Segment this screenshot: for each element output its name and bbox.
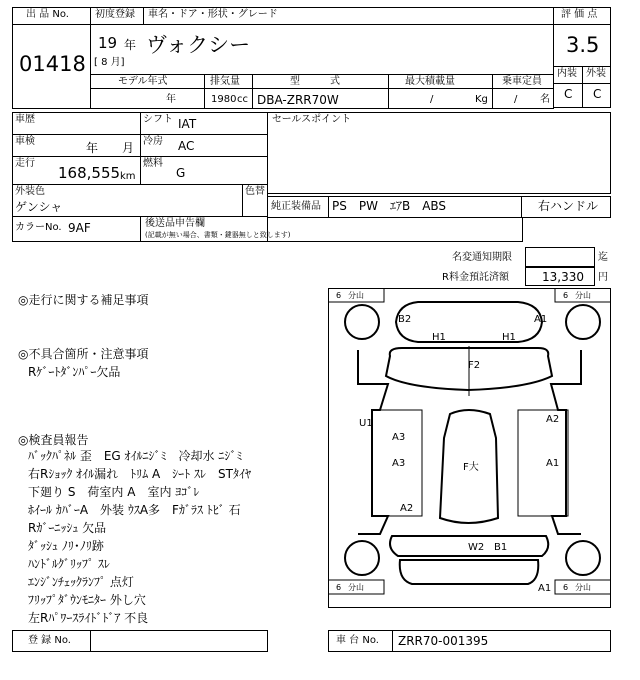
left-side-outline	[358, 350, 388, 534]
mark-b1: B1	[494, 542, 508, 553]
capacity-label: 乗車定員	[502, 76, 542, 87]
mark-u1: U1	[359, 418, 373, 429]
color-value: ゲンシャ	[15, 200, 63, 214]
sales-point-label: セールスポイント	[272, 114, 352, 125]
score-value: 3.5	[566, 33, 600, 57]
recycle-amount: 13,330	[542, 270, 584, 284]
model-label: 型 式	[290, 76, 340, 87]
tire-tl-unit: 分山	[348, 291, 364, 300]
inspector-line: ﾊﾝﾄﾞﾙｸﾞﾘｯﾌﾟ ｽﾚ	[28, 557, 110, 571]
wheel-rear-left	[345, 541, 379, 575]
interior-grade: C	[564, 87, 573, 101]
lot-number: 01418	[19, 52, 86, 76]
color-no-label: カラーNo.	[15, 222, 62, 233]
mark-a3-upper: A3	[392, 432, 406, 443]
tire-bl: 6	[336, 583, 342, 592]
car-name: ヴォクシー	[146, 33, 251, 57]
chassis-label: 車 台 No.	[336, 635, 379, 646]
exterior-label: 外装	[586, 68, 606, 79]
aftermarket-note: (記載が無い場合、書類・鍵器無しと致します)	[145, 231, 291, 239]
title-change-label: 名変通知期限	[452, 252, 512, 263]
tire-tl: 6	[336, 291, 342, 300]
tire-bl-unit: 分山	[348, 583, 364, 592]
title-change-field	[525, 247, 595, 267]
first-reg-year: 19	[98, 34, 118, 52]
wheel-front-right	[566, 305, 600, 339]
first-reg-label: 初度登録	[95, 9, 135, 20]
tire-br: 6	[563, 583, 569, 592]
recycle-label: R料金預託済額	[442, 272, 509, 283]
inspection-label: 車検	[15, 136, 35, 147]
equipment-label: 純正装備品	[271, 201, 321, 212]
displacement: 1980	[211, 94, 237, 105]
inspector-line: 下廻り S 荷室内 A 室内 ﾖｺﾞﾚ	[28, 485, 200, 499]
first-reg-month: [ 8 月]	[94, 57, 125, 68]
title-change-unit: 迄	[598, 252, 608, 263]
front-bumper-outline	[396, 302, 542, 342]
equipment-value: PS PW ｴｱB ABS	[332, 199, 447, 213]
inspector-line: Rｶﾞｰﾆｯｼｭ 欠品	[28, 521, 107, 535]
fuel-label: 燃料	[143, 158, 163, 169]
aftermarket-label: 後送品申告欄	[145, 218, 205, 229]
mark-a3-lower: A3	[392, 458, 406, 469]
inspection-year-unit: 年	[86, 141, 99, 155]
lot-number-label: 出 品 No.	[26, 9, 69, 20]
score-label: 評 価 点	[561, 9, 598, 20]
fuel-value: G	[176, 166, 186, 180]
interior-label: 内装	[557, 68, 577, 79]
defect-line: Rｹﾞｰﾄﾀﾞﾝﾊﾟｰ欠品	[28, 365, 121, 379]
car-diagram	[328, 288, 611, 608]
mileage-unit: km	[120, 171, 136, 182]
handle-side: 右ハンドル	[538, 199, 599, 213]
right-side-outline	[551, 350, 581, 534]
mark-b2: B2	[398, 314, 412, 325]
recycle-unit: 円	[598, 272, 608, 283]
rear-gate-outline	[400, 560, 539, 584]
max-load-unit: Kg	[475, 94, 488, 105]
mark-a1-bottom: A1	[538, 583, 552, 594]
color-label: 外装色	[15, 186, 45, 197]
max-load-separator: /	[430, 94, 434, 105]
inspector-line: ﾊﾞｯｸﾊﾟﾈﾙ 歪 EG ｵｲﾙﾆｼﾞﾐ 冷却水 ﾆｼﾞﾐ	[28, 449, 243, 463]
tire-br-unit: 分山	[575, 583, 591, 592]
inspector-line: ｴﾝｼﾞﾝﾁｪｯｸﾗﾝﾌﾟ 点灯	[28, 575, 134, 589]
mileage-label: 走行	[15, 158, 35, 169]
wheel-rear-right	[566, 541, 600, 575]
displacement-label: 排気量	[210, 76, 240, 87]
chassis-number: ZRR70-001395	[398, 634, 489, 648]
shift-value: IAT	[178, 117, 197, 131]
shift-label: シフト	[143, 114, 173, 125]
defects-title: ◎不具合箇所・注意事項	[18, 347, 149, 361]
tire-tr: 6	[563, 291, 569, 300]
ac-value: AC	[178, 139, 195, 153]
model-code: DBA-ZRR70W	[257, 93, 339, 107]
repaint-label: 色替	[245, 186, 265, 197]
mark-a1-right: A1	[546, 458, 560, 469]
mark-f-large: F大	[463, 462, 479, 473]
model-year-label: モデル年式	[118, 76, 168, 87]
inspector-line: ﾎｲｰﾙ ｶﾊﾞｰA 外装 ｳｽA多 Fｶﾞﾗｽ ﾄﾋﾞ 石	[28, 503, 241, 517]
inspector-line: 右Rｼｮｯｸ ｵｲﾙ漏れ ﾄﾘﾑ A ｼｰﾄ ｽﾚ STﾀｲﾔ	[28, 467, 251, 481]
mark-a2-left: A2	[400, 503, 414, 514]
color-no: 9AF	[68, 221, 91, 235]
tire-tr-unit: 分山	[575, 291, 591, 300]
mark-w2: W2	[468, 542, 485, 553]
history-label: 車歴	[15, 114, 35, 125]
mark-a1-top: A1	[534, 314, 548, 325]
inspector-title: ◎検査員報告	[18, 433, 89, 447]
wheel-front-left	[345, 305, 379, 339]
capacity-unit: 名	[540, 94, 550, 105]
driving-notes-title: ◎走行に関する補足事項	[18, 293, 149, 307]
mark-f2: F2	[468, 360, 481, 371]
inspector-line: ﾌﾘｯﾌﾟﾀﾞｳﾝﾓﾆﾀｰ 外し穴	[28, 593, 146, 607]
aftermarket-right-box	[267, 217, 523, 242]
max-load-label: 最大積載量	[405, 76, 455, 87]
mark-h1-left: H1	[432, 332, 446, 343]
model-year-unit: 年	[166, 94, 176, 105]
mark-a2-right: A2	[546, 414, 560, 425]
displacement-unit: cc	[237, 94, 248, 105]
capacity-separator: /	[514, 94, 518, 105]
inspector-line: ﾀﾞｯｼｭ ﾉﾘ･ﾉﾘ跡	[28, 539, 104, 553]
inspection-month-unit: 月	[122, 141, 135, 155]
right-door-panel	[518, 410, 568, 516]
mileage-value: 168,555	[58, 164, 121, 182]
registration-label: 登 録 No.	[28, 635, 71, 646]
mark-h1-right: H1	[502, 332, 516, 343]
first-reg-year-unit: 年	[124, 38, 137, 52]
vehicle-name-label: 車名・ドア・形状・グレード	[148, 9, 278, 20]
inspector-line: 左Rﾊﾟﾜｰｽﾗｲﾄﾞﾄﾞｱ 不良	[28, 611, 149, 625]
exterior-grade: C	[593, 87, 602, 101]
ac-label: 冷房	[143, 136, 163, 147]
